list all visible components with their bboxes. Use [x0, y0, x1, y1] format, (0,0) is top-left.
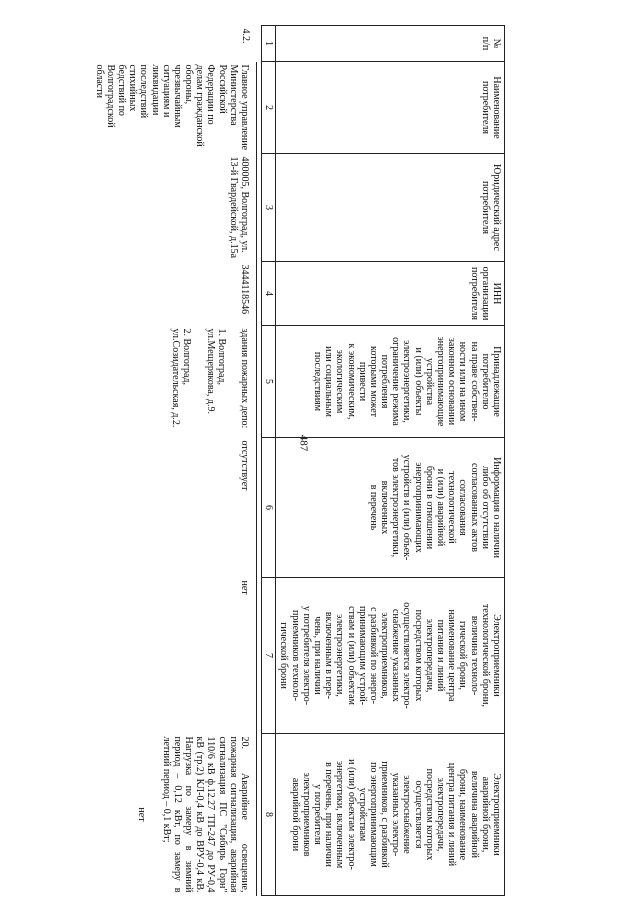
- column-number: 2: [262, 62, 276, 154]
- tech-bron: нет: [239, 580, 251, 595]
- header-col-8: Электроприемники аварийной брони, величина аварийной брони, наименование центра питания и линий электропередачи, посредством которых осуществляется электроснабжение указанных электро- приемников, с разбивкой по энергопринимающим устройствам и (или) объектам электро- энергетики, включенным в перечень, при наличии у потребителя электроприемников аварийной брони: [276, 734, 505, 896]
- header-col-7: Электроприемники технологической брони, величина техноло- гической брони, наименование центра питания и линий электропередачи, посредством которых осуществляется электро- снабжение указанных электроприемников, с разбивкой по энерго- принимающим устрой- ствам и (или) объектам электроэнергетики, включенным в пере- чень, при наличии у потребителя электро- приемников техноло- гической брони: [276, 578, 505, 734]
- separator-row: [257, 26, 262, 896]
- consumer-table: [91, 25, 505, 896]
- column-number: 5: [262, 326, 276, 438]
- column-number-row: [262, 26, 276, 896]
- header-col-4: ИНН организации потребителя: [276, 262, 505, 326]
- column-number: 8: [262, 734, 276, 896]
- column-number: 7: [262, 578, 276, 734]
- header-col-1: № п/п: [276, 26, 505, 62]
- header-col-5: Принадлежащие потребителю на праве собствен- ности или на ином законном основании энергопринимающие устройства и (или) объекты электроэнергетики, ограничение режима потребления которыми может привести к экономическим, экологическим или социальным последствиям: [276, 326, 505, 438]
- avar-bron-2: нет: [135, 807, 147, 822]
- column-number: 1: [262, 26, 276, 62]
- rotated-table-container: [25, 25, 505, 895]
- column-number: 3: [262, 154, 276, 262]
- consumer-name: Главное управление Министерства Российской Федерации по делам гражданской обороны, чрезвычайным ситуациям и ликвидации последствий стихийных бедствий по Волгоградской области: [93, 64, 251, 151]
- column-number: 6: [262, 438, 276, 578]
- header-col-3: Юридический адрес потребителя: [276, 154, 505, 262]
- object-address-1: 1. Волгоград, ул.Мещерякова, д.9.: [204, 328, 227, 414]
- table-row: [91, 26, 256, 896]
- acts-availability: отсутствует: [239, 440, 251, 491]
- header-col-6: Информация о наличии либо об отсутствии согласованных актов согласования технологической и (или) аварийной брони в отношении энергопринимающих устройств и (или) объек- тов электроэнергетики, включенных в перечень: [276, 438, 505, 578]
- avar-bron: 20. Аварийное освещение, пожарная сигнализация, аварийная сигнализация ПС "Сибирь Горн" 110/6 кВ ф.12.27 ТП-247 до РУ-0,4 кВ (тр.2) КЛ-0,4 кВ до ВРУ-0,4 кВ. Нагрузка по замеру в зимний период – 0,12 кВт, по замеру в летний период – 0,1 кВт;: [160, 736, 251, 893]
- header-col-2: Наименование потребителя: [276, 62, 505, 154]
- avar-bron-cell: [91, 734, 256, 896]
- consumer-address: 400005, Волгоград, ул. 13-й Гвардейской, д.15а: [227, 156, 251, 259]
- header-row: [276, 26, 505, 896]
- object-address-2: 2. Волгоград, ул.Созидательская, д.2.: [170, 328, 193, 428]
- page-number: 487: [297, 434, 310, 452]
- consumer-objects: [91, 326, 256, 438]
- column-number: 4: [262, 262, 276, 326]
- objects-intro: здания пожарных депо:: [239, 328, 251, 429]
- consumer-inn: 3444118546: [239, 264, 251, 315]
- row-number: 4.2.: [239, 28, 251, 44]
